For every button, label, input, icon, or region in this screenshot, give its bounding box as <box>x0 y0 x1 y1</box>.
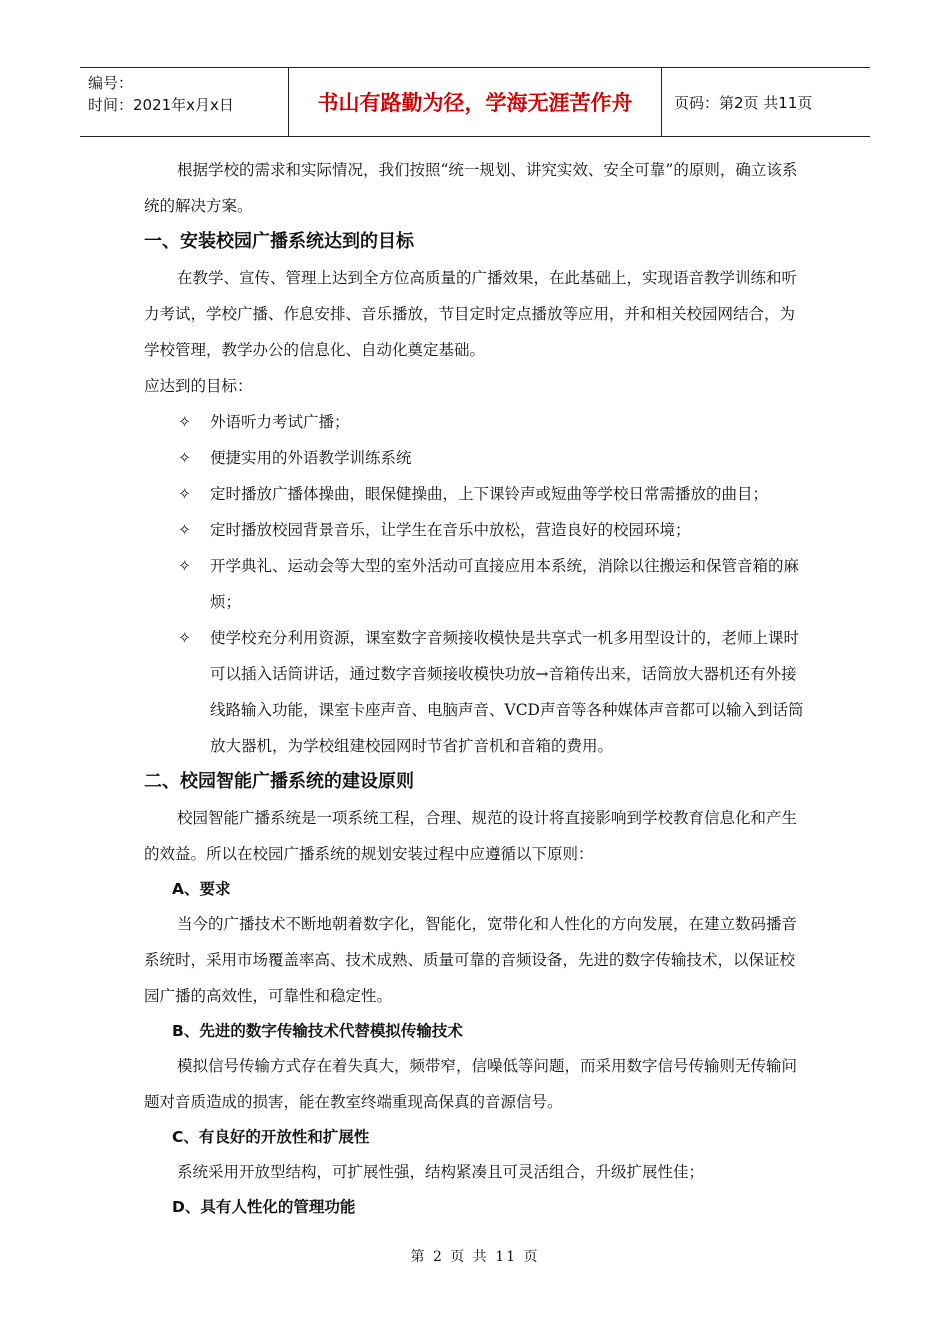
page-header <box>80 67 870 137</box>
page-footer: 第 2 页 共 11 页 <box>410 1249 540 1265</box>
subsection-a-heading: A、要求 <box>172 880 231 898</box>
diamond-bullet-icon: ✧ <box>178 629 191 647</box>
subsection-a-paragraph: 当今的广播技术不断地朝着数字化，智能化，宽带化和人性化的方向发展，在建立数码播音系统时，采用市场覆盖率高、技术成熟、质量可靠的音频设备，先进的数字传输技术，以保证校园广播的高效性，可靠性和稳定性。 <box>144 915 798 1005</box>
section2-paragraph: 校园智能广播系统是一项系统工程，合理、规范的设计将直接影响到学校教育信息化和产生的效益。所以在校园广播系统的规划安装过程中应遵循以下原则： <box>144 809 798 863</box>
goal-text: 定时播放广播体操曲，眼保健操曲，上下课铃声或短曲等学校日常需播放的曲目； <box>210 485 769 503</box>
list-item <box>144 440 808 476</box>
diamond-bullet-icon: ✧ <box>178 521 191 539</box>
header-motto: 书山有路勤为径，学海无涯苦作舟 <box>289 68 662 136</box>
diamond-bullet-icon: ✧ <box>178 449 191 467</box>
section2-heading: 二、校园智能广播系统的建设原则 <box>144 771 414 792</box>
header-time-label: 时间：2021年x月x日 <box>88 96 234 114</box>
intro-paragraph: 根据学校的需求和实际情况，我们按照“统一规划、讲究实效、安全可靠”的原则，确立该系统的解决方案。 <box>144 161 798 215</box>
list-item <box>144 548 808 620</box>
header-page-info: 页码：第2页 共11页 <box>674 93 813 112</box>
subsection-c-heading: C、有良好的开放性和扩展性 <box>172 1128 370 1146</box>
list-item <box>144 620 808 764</box>
diamond-bullet-icon: ✧ <box>178 557 191 575</box>
subsection-b-heading: B、先进的数字传输技术代替模拟传输技术 <box>172 1022 463 1040</box>
diamond-bullet-icon: ✧ <box>178 413 191 431</box>
goal-text: 定时播放校园背景音乐，让学生在音乐中放松，营造良好的校园环境； <box>210 521 691 539</box>
goals-list <box>144 404 808 764</box>
goals-label: 应达到的目标： <box>144 377 253 395</box>
goal-text: 使学校充分利用资源，课室数字音频接收模快是共享式一机多用型设计的，老师上课时可以插入话筒讲话，通过数字音频接收模快功放→音箱传出来，话筒放大器机还有外接线路输入功能，课室卡座声音、电脑声音、VCD声音等各种媒体声音都可以输入到话筒放大器机，为学校组建校园网时节省扩音机和音箱的费用。 <box>210 629 804 755</box>
subsection-b-paragraph: 模拟信号传输方式存在着失真大，频带窄，信噪低等问题，而采用数字信号传输则无传输问题对音质造成的损害，能在教室终端重现高保真的音源信号。 <box>144 1057 798 1111</box>
list-item <box>144 476 808 512</box>
goal-text: 开学典礼、运动会等大型的室外活动可直接应用本系统，消除以往搬运和保管音箱的麻烦； <box>210 557 800 611</box>
subsection-d-heading: D、具有人性化的管理功能 <box>172 1198 356 1216</box>
header-number-label: 编号： <box>88 74 134 92</box>
header-meta <box>80 68 289 136</box>
list-item <box>144 512 808 548</box>
document-body <box>144 152 808 1224</box>
list-item <box>144 404 808 440</box>
section1-heading: 一、安装校园广播系统达到的目标 <box>144 231 414 252</box>
goal-text: 外语听力考试广播； <box>210 413 350 431</box>
section1-paragraph: 在教学、宣传、管理上达到全方位高质量的广播效果，在此基础上，实现语音教学训练和听力考试，学校广播、作息安排、音乐播放，节目定时定点播放等应用，并和相关校园网结合，为学校管理，教学办公的信息化、自动化奠定基础。 <box>144 269 798 359</box>
subsection-c-paragraph: 系统采用开放型结构，可扩展性强，结构紧凑且可灵活组合，升级扩展性佳； <box>177 1163 705 1181</box>
goal-text: 便捷实用的外语教学训练系统 <box>210 449 412 467</box>
diamond-bullet-icon: ✧ <box>178 485 191 503</box>
